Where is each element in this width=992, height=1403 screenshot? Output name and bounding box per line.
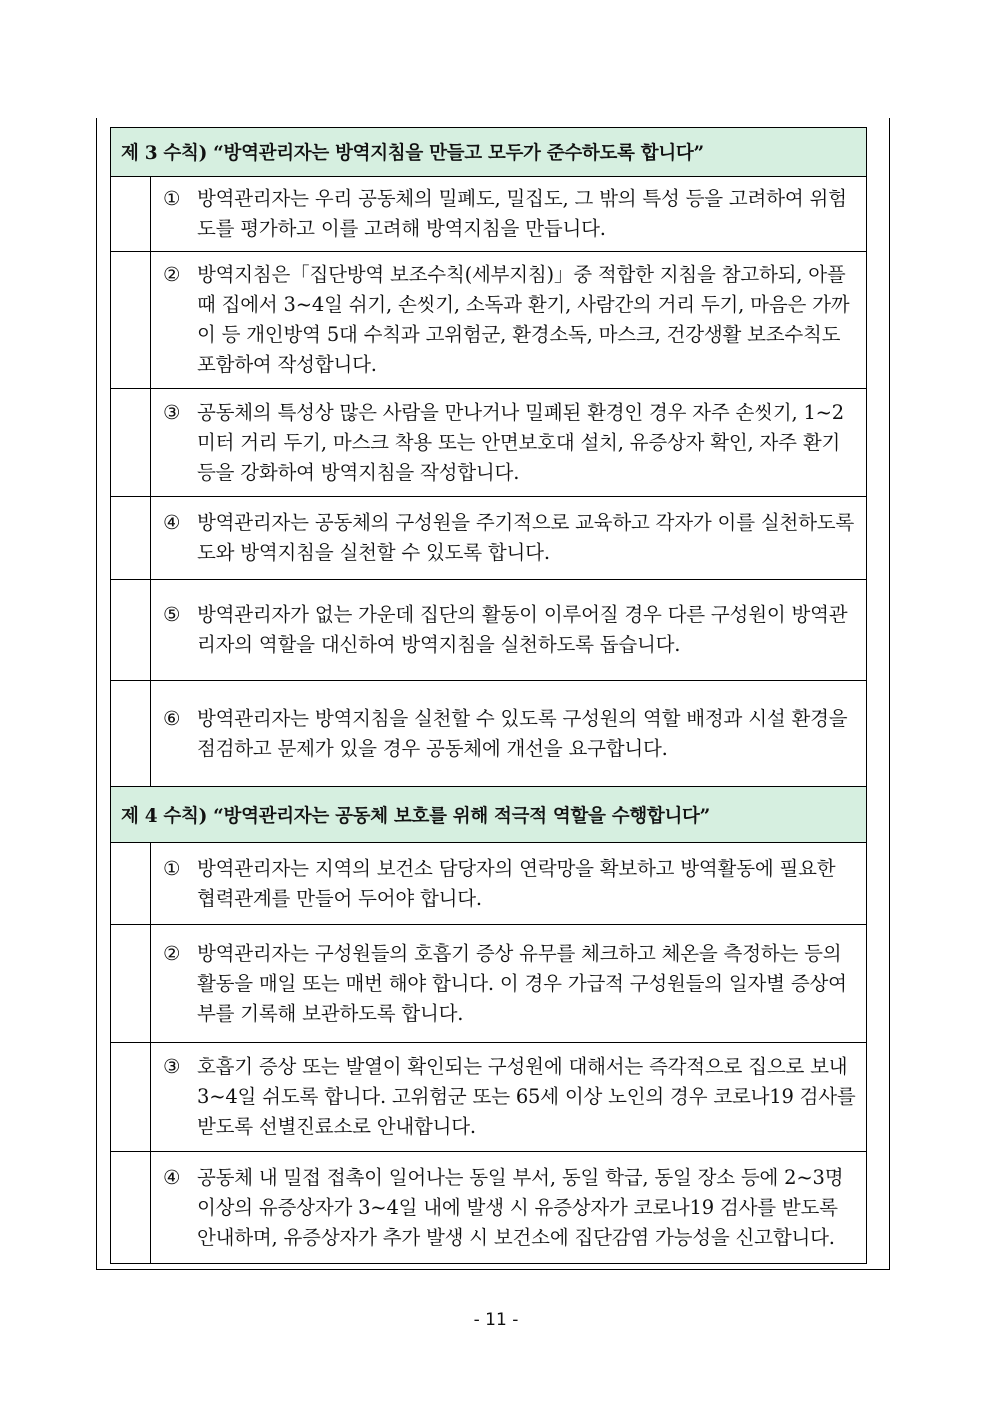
rule-item [151, 497, 867, 580]
rule-item [151, 177, 867, 252]
item-text: 방역지침은「집단방역 보조수칙(세부지침)」중 적합한 지침을 참고하되, 아플 때 집에서 3~4일 쉬기, 손씻기, 소독과 환기, 사람간의 거리 두기, 마음은 가까이 등 개인방역 5대 수칙과 고위험군, 환경소독, 마스크, 건강생활 보조수칙도 포함하여 작성합니다. [197, 263, 850, 376]
item-number: ⑤ [163, 603, 181, 626]
indent-cell [111, 1043, 151, 1152]
indent-cell [111, 497, 151, 580]
section-header-row [111, 787, 867, 843]
table-row [111, 1043, 867, 1152]
indent-cell [111, 177, 151, 252]
table-row [111, 925, 867, 1043]
rule-item [151, 925, 867, 1043]
table-row [111, 843, 867, 925]
item-text: 방역관리자는 방역지침을 실천할 수 있도록 구성원의 역할 배정과 시설 환경을 점검하고 문제가 있을 경우 공동체에 개선을 요구합니다. [197, 706, 848, 760]
rule-item [151, 681, 867, 787]
page-number: - 11 - [473, 1310, 519, 1330]
rule-item [151, 843, 867, 925]
item-text: 방역관리자는 우리 공동체의 밀폐도, 밀집도, 그 밖의 특성 등을 고려하여 위험도를 평가하고 이를 고려해 방역지침을 만듭니다. [197, 187, 847, 240]
table-row [111, 389, 867, 497]
item-number: ④ [163, 1165, 181, 1189]
item-number: ④ [163, 511, 181, 534]
rule-item [151, 580, 867, 681]
item-text: 방역관리자는 공동체의 구성원을 주기적으로 교육하고 각자가 이를 실천하도록 도와 방역지침을 실천할 수 있도록 합니다. [197, 511, 855, 564]
indent-cell [111, 389, 151, 497]
table-row [111, 177, 867, 252]
indent-cell [111, 580, 151, 681]
item-text: 방역관리자는 지역의 보건소 담당자의 연락망을 확보하고 방역활동에 필요한 협력관계를 만들어 두어야 합니다. [197, 856, 836, 910]
rules-table [110, 127, 867, 1264]
item-number: ③ [163, 400, 181, 424]
item-text: 방역관리자는 구성원들의 호흡기 증상 유무를 체크하고 체온을 측정하는 등의 활동을 매일 또는 매번 해야 합니다. 이 경우 가급적 구성원들의 일자별 증상여부를 기록해 보관하도록 합니다. [197, 941, 847, 1025]
item-text: 공동체의 특성상 많은 사람을 만나거나 밀폐된 환경인 경우 자주 손씻기, 1~2미터 거리 두기, 마스크 착용 또는 안면보호대 설치, 유증상자 확인, 자주 환기 등을 강화하여 방역지침을 작성합니다. [197, 400, 845, 484]
indent-cell [111, 1152, 151, 1264]
section-header-row [111, 128, 867, 177]
section-3-title: 제 3 수칙) “방역관리자는 방역지침을 만들고 모두가 준수하도록 합니다” [111, 128, 867, 177]
table-row [111, 681, 867, 787]
item-text: 호흡기 증상 또는 발열이 확인되는 구성원에 대해서는 즉각적으로 집으로 보내 3~4일 쉬도록 합니다. 고위험군 또는 65세 이상 노인의 경우 코로나19 검사를 받도록 선별진료소로 안내합니다. [197, 1055, 856, 1138]
item-number: ⑥ [163, 706, 181, 730]
item-number: ② [163, 941, 181, 965]
rule-item [151, 1043, 867, 1152]
item-number: ① [163, 187, 181, 210]
table-row [111, 252, 867, 389]
table-row [111, 497, 867, 580]
rule-item [151, 389, 867, 497]
item-text: 공동체 내 밀접 접촉이 일어나는 동일 부서, 동일 학급, 동일 장소 등에 2~3명 이상의 유증상자가 3~4일 내에 발생 시 유증상자가 코로나19 검사를 받도록 안내하며, 유증상자가 추가 발생 시 보건소에 집단감염 가능성을 신고합니다. [197, 1165, 844, 1249]
indent-cell [111, 252, 151, 389]
table-row [111, 580, 867, 681]
indent-cell [111, 681, 151, 787]
item-number: ③ [163, 1055, 181, 1078]
item-number: ② [163, 263, 181, 286]
section-4-title: 제 4 수칙) “방역관리자는 공동체 보호를 위해 적극적 역할을 수행합니다” [111, 787, 867, 843]
item-number: ① [163, 856, 181, 880]
item-text: 방역관리자가 없는 가운데 집단의 활동이 이루어질 경우 다른 구성원이 방역관리자의 역할을 대신하여 방역지침을 실천하도록 돕습니다. [197, 603, 848, 656]
indent-cell [111, 843, 151, 925]
rule-item [151, 252, 867, 389]
rule-item [151, 1152, 867, 1264]
indent-cell [111, 925, 151, 1043]
table-row [111, 1152, 867, 1264]
